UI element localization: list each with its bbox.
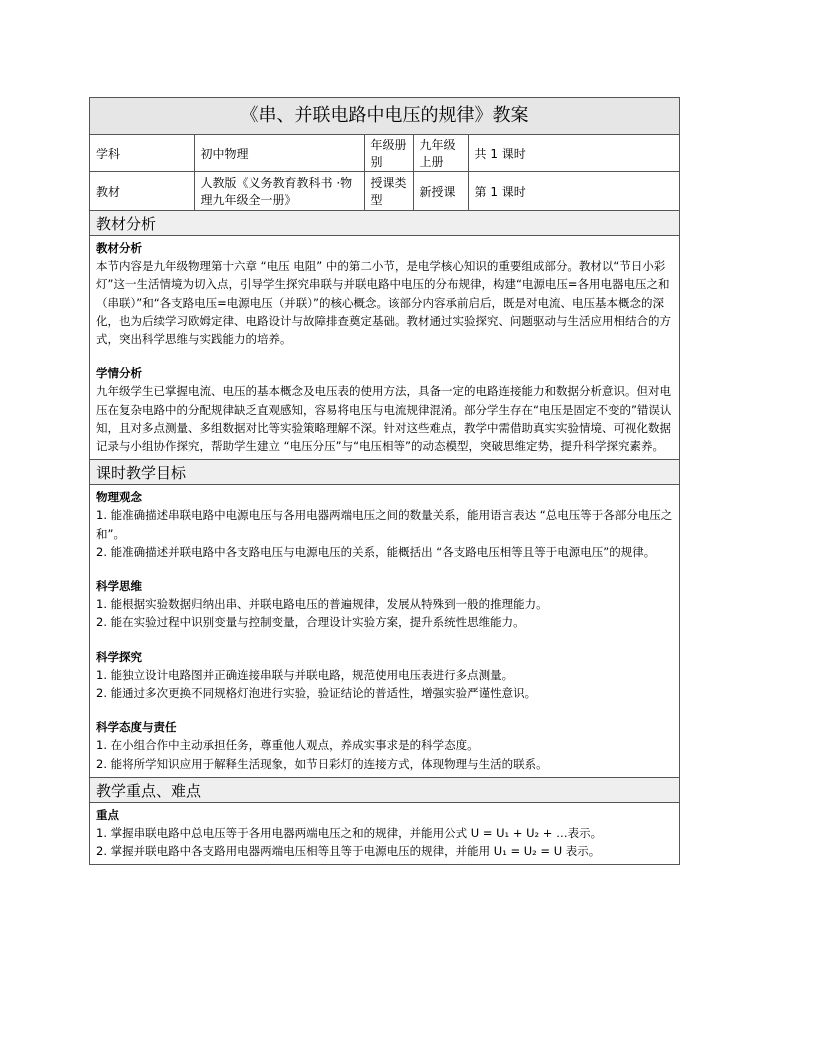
subheading: 学情分析 — [96, 366, 142, 381]
list-item: 1. 能独立设计电路图并正确连接串联与并联电路，规范使用电压表进行多点测量。 — [96, 667, 514, 682]
list-item: 2. 能将所学知识应用于解释生活现象，如节日彩灯的连接方式，体现物理与生活的联系。 — [96, 756, 548, 771]
subheading: 科学态度与责任 — [96, 720, 177, 735]
info-row-textbook — [90, 172, 679, 211]
list-item: 1. 能根据实验数据归纳出串、并联电路电压的普遍规律，发展从特殊到一般的推理能力。 — [96, 597, 548, 612]
section-heading: 课时教学目标 — [90, 460, 679, 485]
list-item: 2. 能通过多次更换不同规格灯泡进行实验，验证结论的普适性，增强实验严谨性意识。 — [96, 686, 537, 701]
list-item: 2. 能在实验过程中识别变量与控制变量，合理设计实验方案，提升系统性思维能力。 — [96, 615, 525, 630]
section-body — [90, 236, 679, 460]
info-cell: 人教版《义务教育教科书 ·物理九年级全一册》 — [194, 172, 364, 211]
info-cell: 初中物理 — [194, 135, 364, 172]
info-cell: 教材 — [90, 172, 194, 211]
info-cell: 学科 — [90, 135, 194, 172]
section-body — [90, 803, 679, 865]
subheading: 科学思维 — [96, 579, 142, 594]
info-cell: 第 1 课时 — [468, 172, 679, 211]
info-cell: 九年级上册 — [413, 135, 468, 172]
list-item: 2. 能准确描述并联电路中各支路电压与电源电压的关系，能概括出 “各支路电压相等且等于电源电压”的规律。 — [96, 544, 656, 559]
list-item: 1. 在小组合作中主动承担任务，尊重他人观点，养成实事求是的科学态度。 — [96, 738, 479, 753]
info-cell: 年级册别 — [364, 135, 413, 172]
list-item: 1. 能准确描述串联电路中电源电压与各用电器两端电压之间的数量关系，能用语言表达 “总电压等于各部分电压之和”。 — [96, 508, 673, 541]
section-heading: 教学重点、难点 — [90, 778, 679, 803]
info-table — [90, 135, 679, 211]
info-row-subject — [90, 135, 679, 172]
subheading: 教材分析 — [96, 241, 142, 255]
subheading: 物理观念 — [96, 490, 142, 505]
section-body — [90, 485, 679, 778]
section-heading: 教材分析 — [90, 211, 679, 236]
subheading: 科学探究 — [96, 649, 142, 664]
document-title: 《串、并联电路中电压的规律》教案 — [90, 98, 679, 135]
paragraph: 九年级学生已掌握电流、电压的基本概念及电压表的使用方法，具备一定的电路连接能力和数据分析意识。但对电压在复杂电路中的分配规律缺乏直观感知，容易将电压与电流规律混淆。部分学生存在“电压是固定不变的”错误认知，且对多点测量、多组数据对比等实验策略理解不深。针对这些难点，教学中需借助真实实验情境、可视化数据记录与小组协作探究，帮助学生建立 “电压分压”与“电压相等”的动态模型，突破思维定势，提升科学探究素养。 — [96, 384, 672, 454]
info-cell: 共 1 课时 — [468, 135, 679, 172]
info-cell: 授课类型 — [364, 172, 413, 211]
info-cell: 新授课 — [413, 172, 468, 211]
list-item: 2. 掌握并联电路中各支路用电器两端电压相等且等于电源电压的规律，并能用 U₁ = U₂ = U 表示。 — [96, 844, 601, 859]
paragraph: 本节内容是九年级物理第十六章 “电压 电阻” 中的第二小节，是电学核心知识的重要组成部分。教材以“节日小彩灯”这一生活情境为切入点，引导学生探究串联与并联电路中电压的分布规律，构建“电源电压=各用电器电压之和（串联）”和“各支路电压=电源电压（并联）”的核心概念。该部分内容承前启后，既是对电流、电压基本概念的深化，也为后续学习欧姆定律、电路设计与故障排查奠定基础。教材通过实验探究、问题驱动与生活应用相结合的方式，突出科学思维与实践能力的培养。 — [96, 259, 671, 347]
subheading: 重点 — [96, 807, 119, 822]
lesson-plan-sheet — [89, 97, 680, 865]
list-item: 1. 掌握串联电路中总电压等于各用电器两端电压之和的规律，并能用公式 U = U₁ + U₂ + …表示。 — [96, 826, 603, 841]
